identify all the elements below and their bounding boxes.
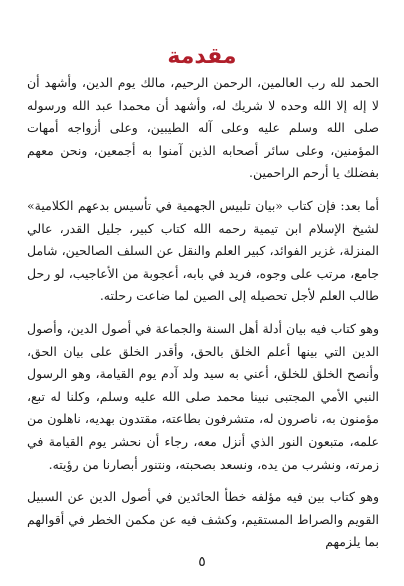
page-title: مقدمة <box>167 43 237 69</box>
paragraph-book-intro: أما بعد: فإن كتاب «بيان تلبيس الجهمية في تأسيس بدعهم الكلامية» لشيخ الإسلام ابن تيمية رحمه الله كتاب كبير، جليل القدر، عالي المنزلة، غزير الفوائد، كبير العلم والنقل عن السلف الصالحين، شامل جامع، مرتب على وجوه، فريد في بابه، أعجوبة من الأعاجيب، لو رحل طالب العلم لأجل تحصيله إلى الصين لما ضاعت رحلته. <box>27 197 379 304</box>
page-number: ٥ <box>198 554 206 570</box>
paragraph-praise: الحمد لله رب العالمين، الرحمن الرحيم، مالك يوم الدين، وأشهد أن لا إله إلا الله وحده لا شريك له، وأشهد أن محمدا عبد الله ورسوله صلى الله وسلم عليه وعلى آله الطيبين، وعلى أزواجه أمهات المؤمنين، وعلى سائر أصحابه الذين آمنوا به أجمعين، ونحن معهم بفضلك يا أرحم الراحمين. <box>27 75 379 181</box>
body-text <box>27 72 379 554</box>
paragraph-book-content: وهو كتاب فيه بيان أدلة أهل السنة والجماعة في أصول الدين، وأصول الدين التي بينها أعلم الخلق بالحق، وأقدر الخلق على بيان الحق، وأنصح الخلق للخلق، أعني به سيد ولد آدم يوم القيامة، وهو الرسول النبي الأمي المجتبى نبينا محمد صلى الله عليه وسلم، وكلنا له تبع، مؤمنون به، ناصرون له، متشرفون بطاعته، مقتدون بهديه، ناهلون من علمه، متبعون النور الذي أنزل معه، رجاء أن نحشر يوم القيامة في زمرته، ونشرب من يده، ونسعد بصحبته، ونتنور أبصارنا من رؤيته. <box>27 320 379 472</box>
paragraph-book-purpose: وهو كتاب بين فيه مؤلفه خطأ الحائدين في أصول الدين عن السبيل القويم والصراط المستقيم، وكشف فيه عن مكمن الخطر في أقوالهم بما يلزمهم <box>27 489 379 550</box>
